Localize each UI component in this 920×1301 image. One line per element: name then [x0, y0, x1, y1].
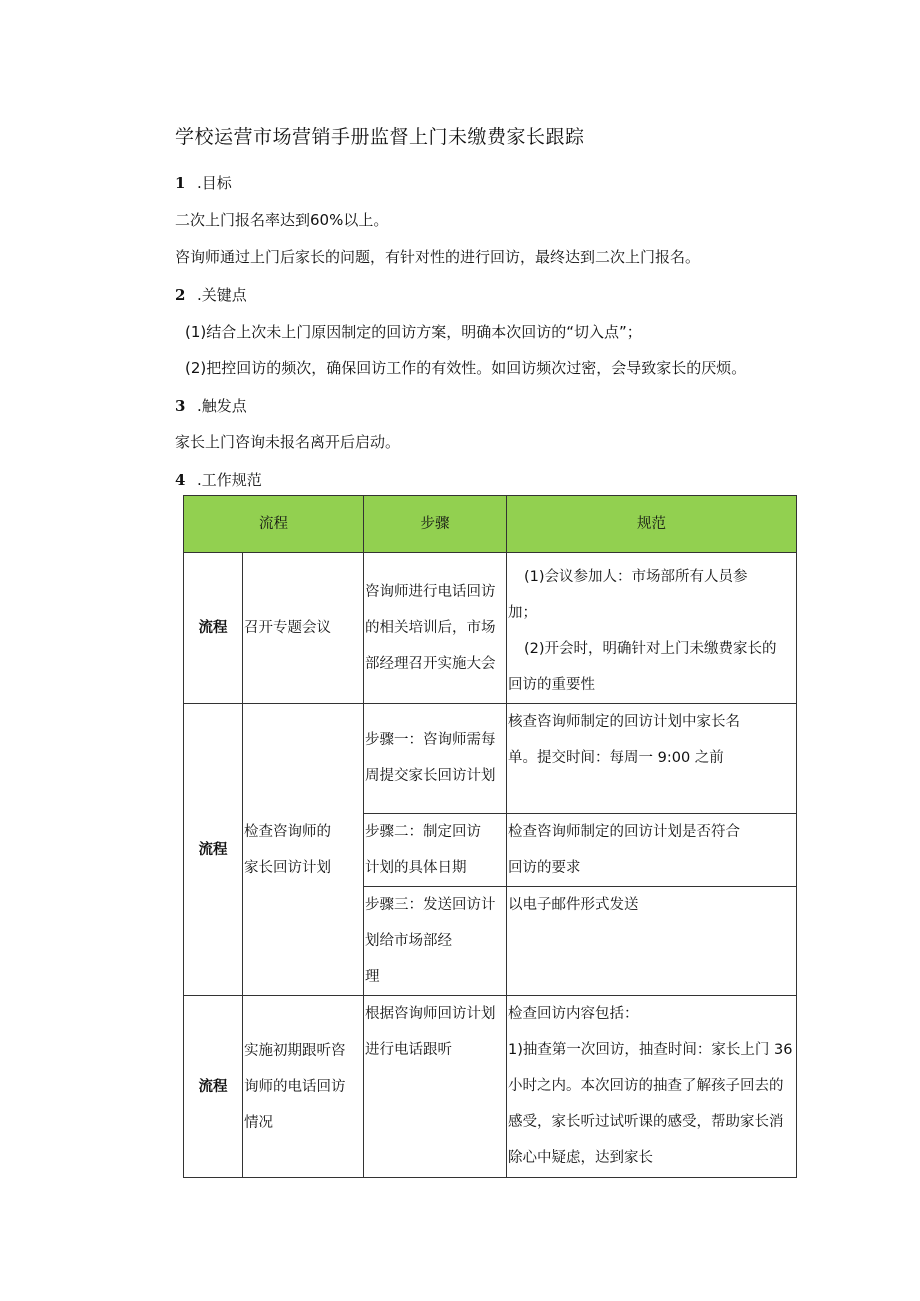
- goal-line-2: 咨询师通过上门后家长的问题，有针对性的进行回访，最终达到二次上门报名。: [175, 248, 701, 266]
- flow-label: 流程: [184, 704, 243, 996]
- step-line: 划给市场部经: [365, 933, 452, 949]
- spec-line: 以电子邮件形式发送: [508, 897, 639, 913]
- process-name-line: 情况: [244, 1114, 273, 1131]
- spec-line: 感受，家长听过试听课的感受，帮助家长消: [508, 1114, 784, 1130]
- process-name: [243, 704, 364, 996]
- step-cell: [364, 704, 507, 814]
- flow-label: 流程: [184, 996, 243, 1178]
- spec-line: 小时之内。本次回访的抽查了解孩子回去的: [508, 1078, 784, 1094]
- flow-label: 流程: [184, 553, 243, 704]
- step-cell: [364, 887, 507, 996]
- process-name: 召开专题会议: [243, 553, 364, 704]
- header-flow: 流程: [184, 496, 364, 553]
- process-name-line: 询师的电话回访: [244, 1078, 346, 1095]
- step-line: 根据咨询师回访计划: [365, 1006, 496, 1022]
- section-heading-trigger: [175, 395, 247, 416]
- spec-line: (2)开会时，明确针对上门未缴费家长的: [524, 641, 777, 657]
- section-heading-goal: [175, 172, 232, 193]
- table-row: [184, 996, 797, 1178]
- spec-line: 回访的要求: [508, 860, 581, 876]
- section-number: 1: [175, 174, 186, 192]
- work-spec-table: [183, 495, 797, 1178]
- page-title: 学校运营市场营销手册监督上门未缴费家长跟踪: [175, 126, 585, 148]
- step-line: 部经理召开实施大会: [365, 656, 496, 672]
- step-line: 理: [365, 969, 380, 985]
- trigger-line: 家长上门咨询未报名离开后启动。: [175, 433, 401, 451]
- spec-line: 检查回访内容包括：: [508, 1006, 639, 1022]
- table-row: [184, 704, 797, 814]
- step-cell: [364, 814, 507, 887]
- spec-line: 单。提交时间：每周一 9:00 之前: [508, 750, 724, 766]
- header-spec: 规范: [507, 496, 797, 553]
- step-line: 周提交家长回访计划: [365, 768, 496, 784]
- process-name-line: 实施初期跟听咨: [244, 1042, 346, 1059]
- process-name: [243, 996, 364, 1178]
- section-heading-spec: [175, 469, 262, 490]
- header-step: 步骤: [364, 496, 507, 553]
- spec-cell: [507, 996, 797, 1178]
- process-name-line: 检查咨询师的: [244, 823, 331, 840]
- step-line: 进行电话跟听: [365, 1042, 452, 1058]
- section-title: .关键点: [197, 286, 247, 304]
- section-number: 3: [175, 397, 186, 415]
- section-title: .目标: [197, 174, 232, 192]
- step-line: 步骤一：咨询师需每: [365, 732, 496, 748]
- step-line: 步骤三：发送回访计: [365, 897, 496, 913]
- spec-line: 检查咨询师制定的回访计划是否符合: [508, 824, 740, 840]
- step-cell: [364, 553, 507, 704]
- key-line-1: (1)结合上次未上门原因制定的回访方案，明确本次回访的“切入点”；: [185, 323, 642, 341]
- section-heading-key: [175, 284, 247, 305]
- step-cell: [364, 996, 507, 1178]
- step-line: 咨询师进行电话回访: [365, 584, 496, 600]
- spec-line: (1)会议参加人：市场部所有人员参: [524, 569, 748, 585]
- key-line-2: (2)把控回访的频次，确保回访工作的有效性。如回访频次过密，会导致家长的厌烦。: [185, 359, 747, 377]
- step-line: 的相关培训后，市场: [365, 620, 496, 636]
- section-title: .触发点: [197, 397, 247, 415]
- section-title: .工作规范: [197, 471, 262, 489]
- section-number: 2: [175, 286, 186, 304]
- step-line: 计划的具体日期: [365, 860, 467, 876]
- table-header-row: [184, 496, 797, 553]
- spec-cell: [507, 704, 797, 814]
- table-row: [184, 553, 797, 704]
- spec-line: 除心中疑虑，达到家长: [508, 1150, 653, 1166]
- spec-cell: [507, 887, 797, 996]
- spec-line: 核查咨询师制定的回访计划中家长名: [508, 714, 740, 730]
- step-line: 步骤二：制定回访: [365, 824, 481, 840]
- spec-line: 1)抽查第一次回访，抽查时间：家长上门 36: [508, 1042, 793, 1058]
- spec-cell: [507, 553, 797, 704]
- spec-line: 回访的重要性: [508, 677, 595, 693]
- goal-line-1: 二次上门报名率达到60%以上。: [175, 211, 389, 229]
- process-name-line: 家长回访计划: [244, 859, 331, 876]
- section-number: 4: [175, 471, 186, 489]
- spec-line: 加；: [508, 605, 537, 621]
- spec-cell: [507, 814, 797, 887]
